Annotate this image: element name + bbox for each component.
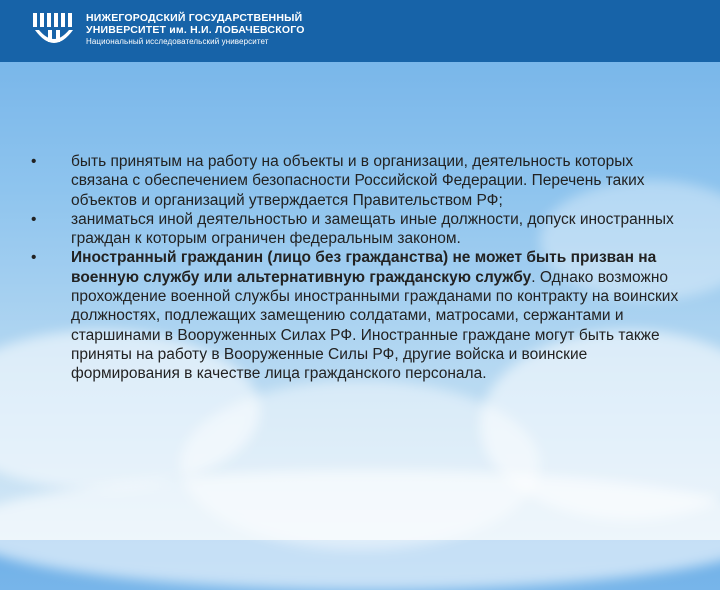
nngu-logo-icon bbox=[32, 10, 76, 52]
bullet-marker: • bbox=[31, 153, 37, 170]
university-name bbox=[86, 12, 305, 47]
bullet-marker: • bbox=[31, 249, 37, 267]
list-item bbox=[28, 248, 688, 383]
university-name-line2: УНИВЕРСИТЕТ им. Н.И. ЛОБАЧЕВСКОГО bbox=[86, 24, 305, 36]
list-item-text: заниматься иной деятельностью и замещать иные должности, допуск иностранных граждан к которым ограничен федеральным законом. bbox=[71, 210, 674, 248]
university-name-line1: НИЖЕГОРОДСКИЙ ГОСУДАРСТВЕННЫЙ bbox=[86, 12, 303, 24]
list-item-text: . Однако возможно прохождение военной службы иностранными гражданами по контракту на воинских должностях, подлежащих замещению солдатами, матросами, сержантами и старшинами в Вооруженных Силах РФ. Иностранные граждане могут быть также приняты на работу в Вооруженные Силы РФ, другие войска и воинские формирования в качестве лица гражданского персонала. bbox=[71, 268, 679, 383]
header-bar bbox=[0, 0, 720, 62]
bullet-marker: • bbox=[31, 210, 37, 228]
list-item-bold-text: Иностранный гражданин (лицо без гражданства) не может быть призван на военную службу или альтернативную гражданскую службу bbox=[71, 249, 657, 286]
list-item bbox=[28, 210, 688, 249]
university-subtitle: Национальный исследовательский университет bbox=[86, 37, 269, 46]
list-item-text: быть принятым на работу на объекты и в организации, деятельность которых связана с обеспечением безопасности Российской Федерации. Перечень таких объектов и организаций утверждается Правительством РФ; bbox=[71, 153, 645, 209]
bullet-list bbox=[28, 152, 688, 384]
background-cloud bbox=[0, 470, 720, 590]
list-item bbox=[28, 152, 688, 210]
